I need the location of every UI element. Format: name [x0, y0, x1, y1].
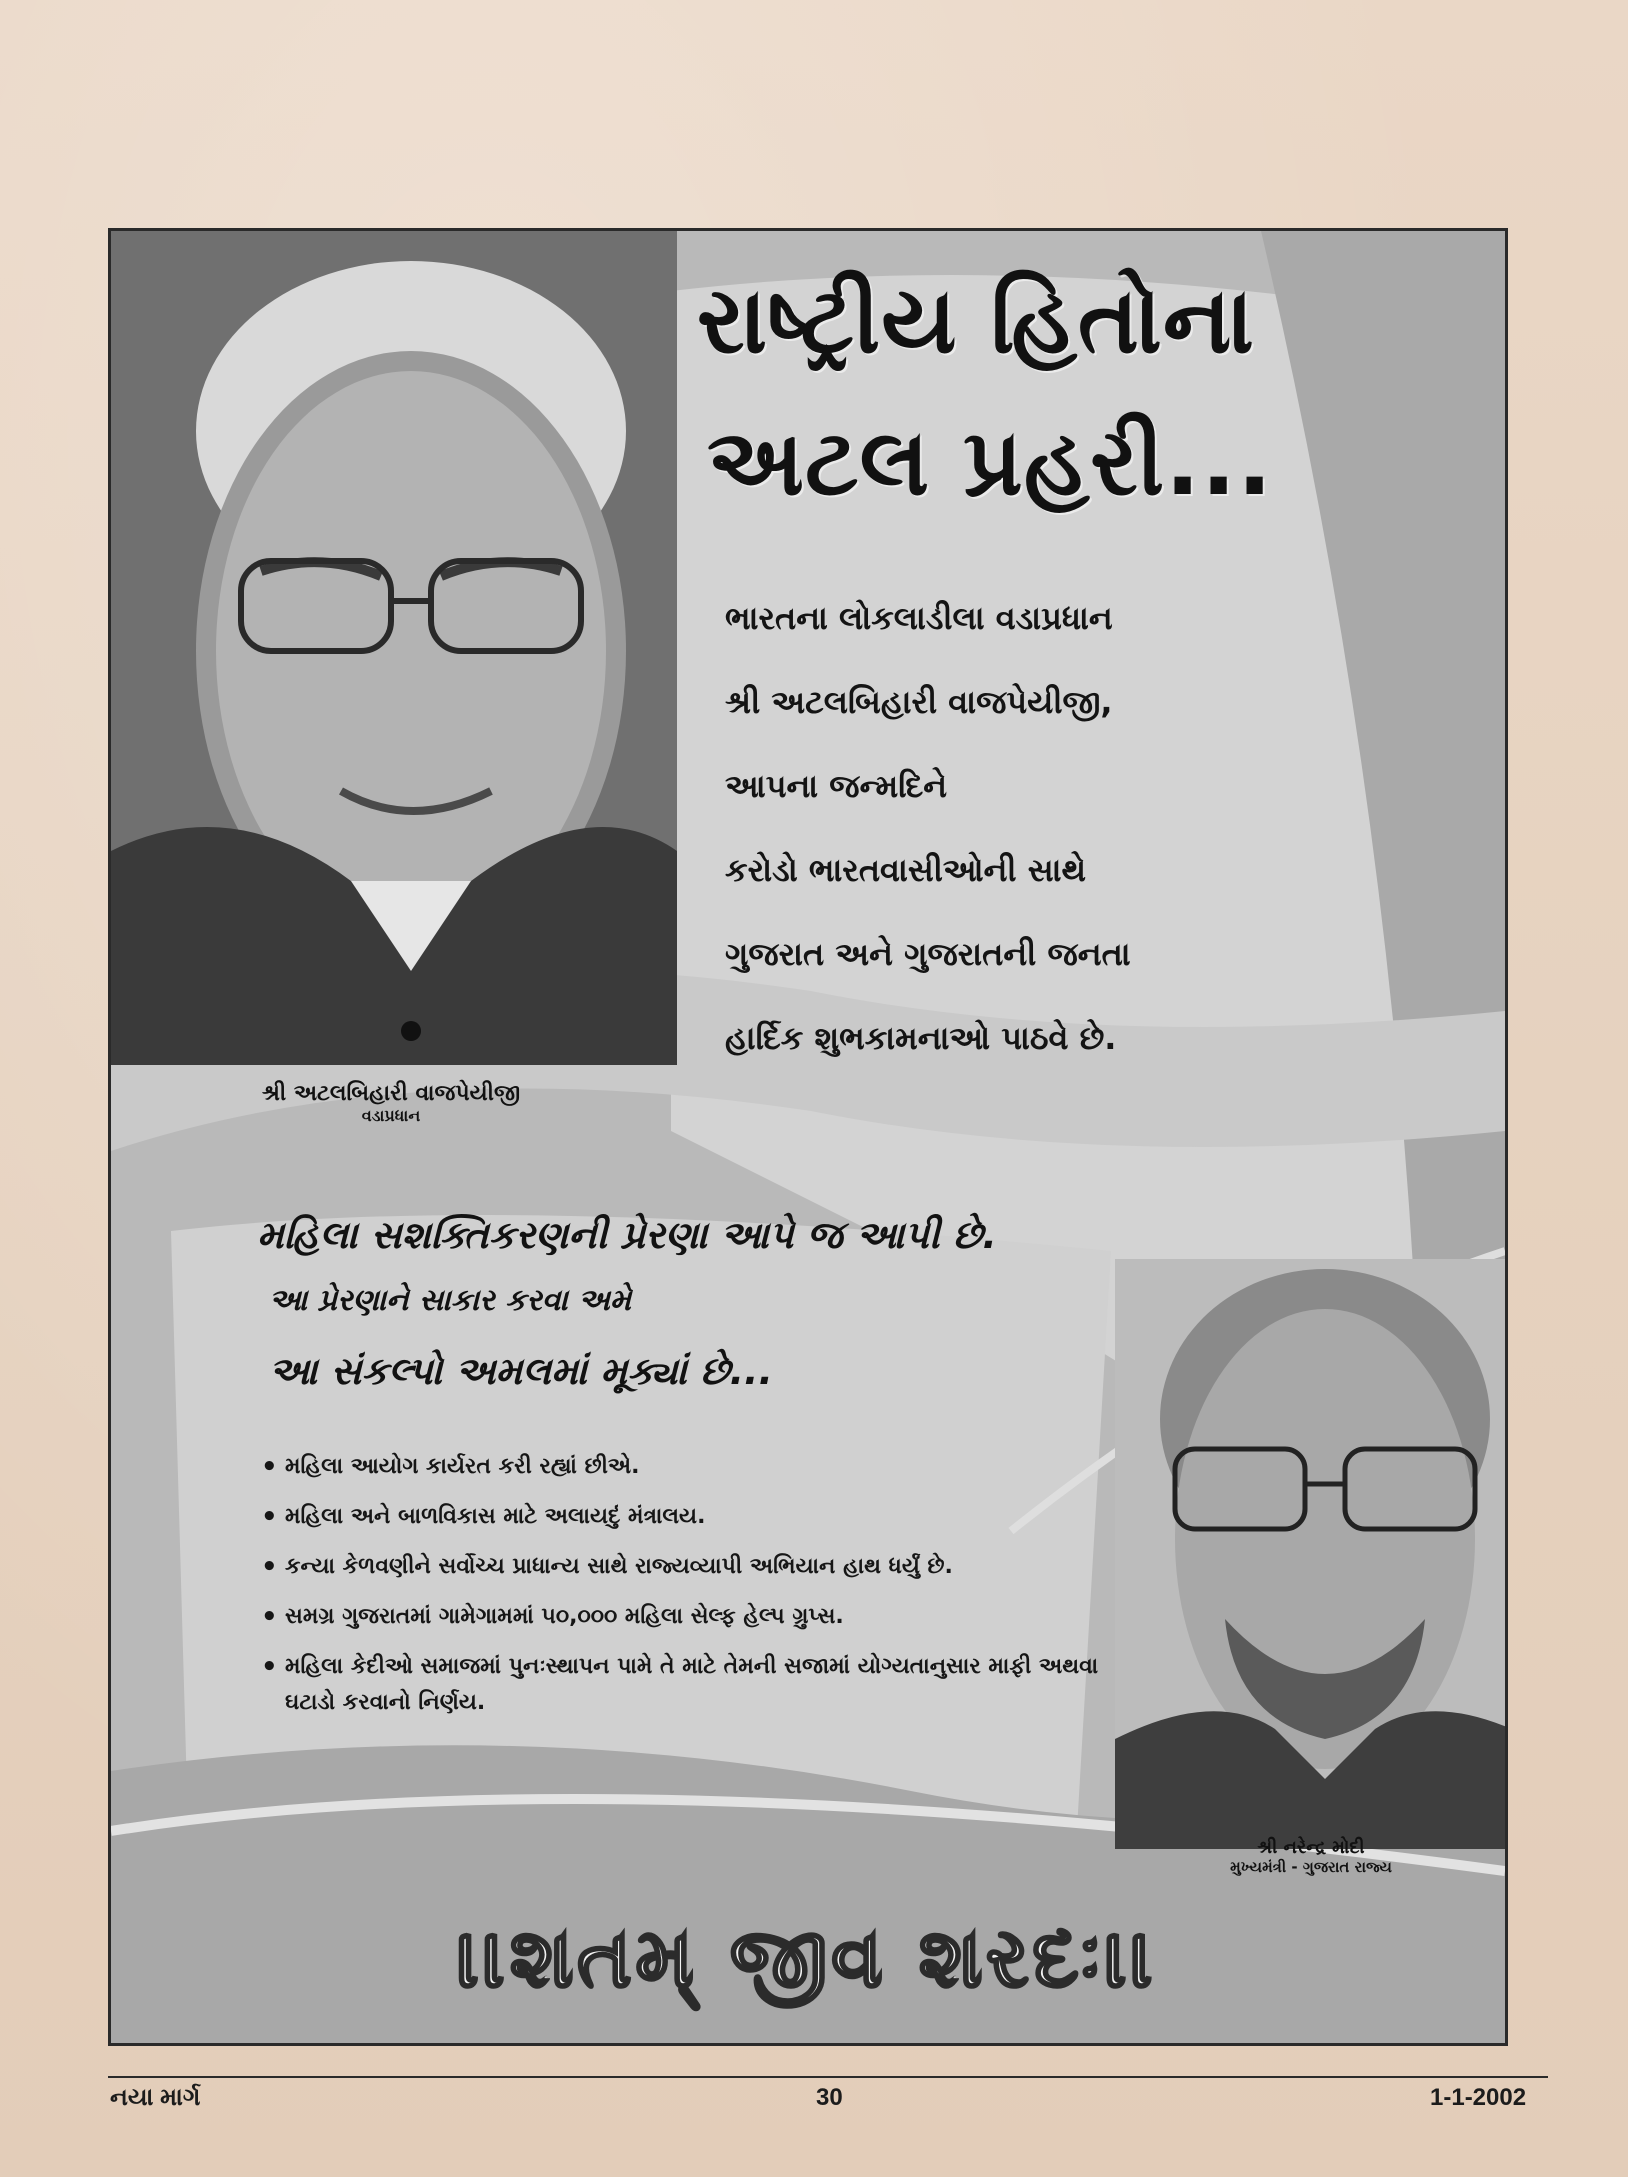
- issue-date: 1-1-2002: [1430, 2084, 1527, 2111]
- footer-rule: [108, 2076, 1548, 2078]
- women-heading-line-1: મહિલા સશક્તિકરણની પ્રેરણા આપે જ આપી છે.: [257, 1213, 997, 1257]
- vajpayee-photo: [111, 231, 677, 1065]
- vajpayee-caption-title: વડાપ્રધાન: [361, 1106, 421, 1125]
- vajpayee-caption-name: શ્રી અટલબિહારી વાજપેયીજી: [261, 1081, 521, 1106]
- greeting-line: ગુજરાત અને ગુજરાતની જનતા: [725, 935, 1131, 973]
- advertisement: [108, 228, 1508, 2046]
- modi-caption-name: શ્રી નરેન્દ્ર મોદી: [1257, 1837, 1365, 1858]
- initiative-item: • કન્યા કેળવણીને સર્વોચ્ચ પ્રાધાન્ય સાથે રાજ્યવ્યાપી અભિયાન હાથ ધર્યું છે.: [259, 1549, 1119, 1585]
- blessing-banner: ।।શતમ્ જીવ શરદઃ।।: [458, 1911, 1158, 2006]
- greeting-line: કરોડો ભારતવાસીઓની સાથે: [725, 851, 1087, 889]
- publication-name: નયા માર્ગ: [110, 2084, 201, 2111]
- women-heading-line-2: આ પ્રેરણાને સાકાર કરવા અમે: [269, 1283, 632, 1318]
- greeting-line: શ્રી અટલબિહારી વાજપેયીજી,: [725, 683, 1113, 721]
- modi-caption-title: મુખ્યમંત્રી - ગુજરાત રાજ્ય: [1230, 1858, 1392, 1876]
- initiative-item: • મહિલા અને બાળવિકાસ માટે અલાયદું મંત્રાલય.: [259, 1499, 1119, 1535]
- initiatives-list: [259, 1449, 1119, 1735]
- greeting-line: આપના જન્મદિને: [725, 767, 948, 805]
- page-number: 30: [816, 2084, 843, 2111]
- headline-line-1: રાષ્ટ્રીય હિતોના: [697, 267, 1255, 374]
- women-heading-line-3: આ સંકલ્પો અમલમાં મૂક્યાં છે...: [269, 1349, 773, 1393]
- headline-line-2: અટલ પ્રહરી...: [707, 409, 1274, 516]
- vajpayee-caption: [221, 1081, 561, 1126]
- initiative-item: • મહિલા આયોગ કાર્યરત કરી રહ્યાં છીએ.: [259, 1449, 1119, 1485]
- greeting-line: ભારતના લોકલાડીલા વડાપ્રધાન: [725, 599, 1113, 637]
- initiative-item: • સમગ્ર ગુજરાતમાં ગામેગામમાં ૫૦,૦૦૦ મહિલા સેલ્ફ હેલ્પ ગ્રુપ્સ.: [259, 1599, 1119, 1635]
- modi-caption: [1151, 1837, 1471, 1876]
- initiative-item: • મહિલા કેદીઓ સમાજમાં પુનઃસ્થાપન પામે તે માટે તેમની સજામાં યોગ્યતાનુસાર માફી અથવા ઘટાડો કરવાનો નિર્ણય.: [259, 1649, 1119, 1721]
- greeting-line: હાર્દિક શુભકામનાઓ પાઠવે છે.: [725, 1019, 1117, 1057]
- modi-photo: [1115, 1259, 1508, 1849]
